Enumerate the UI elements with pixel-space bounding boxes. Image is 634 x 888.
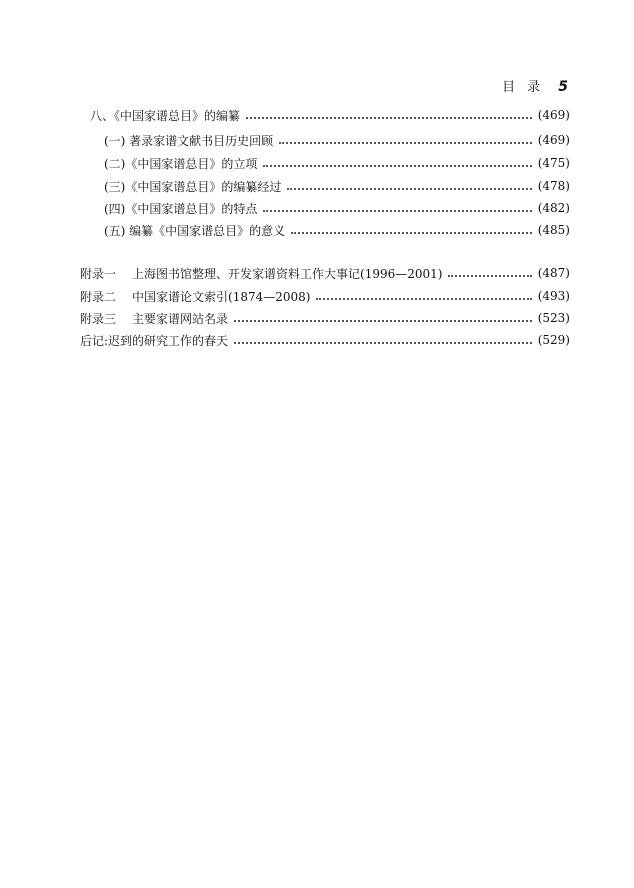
toc-entry-label: (一) 著录家谱文献书目历史回顾 (104, 133, 274, 148)
appendix-prefix: 附录三 (80, 311, 117, 326)
page-header (502, 76, 568, 95)
toc-subentry[interactable] (104, 130, 570, 150)
toc-page-number: (478) (537, 179, 570, 193)
toc-entry-label: 后记:迟到的研究工作的春天 (80, 333, 229, 348)
toc-entry-appendix-2[interactable] (80, 286, 570, 306)
toc-page-number: (493) (537, 289, 570, 303)
toc-page-number: (469) (537, 108, 570, 122)
dot-leader (234, 320, 532, 322)
toc-entry-label: (三)《中国家谱总目》的编纂经过 (104, 179, 282, 194)
toc-page-number: (475) (537, 156, 570, 170)
dot-leader (287, 188, 531, 190)
toc-subentry[interactable] (104, 198, 570, 218)
toc-entry-label: 主要家谱网站名录 (132, 311, 229, 326)
toc-page-number: (482) (537, 201, 570, 215)
dot-leader (279, 142, 532, 144)
toc-subentry[interactable] (104, 176, 570, 196)
toc-entry-appendix-1[interactable] (80, 263, 570, 283)
dot-leader (263, 165, 531, 167)
toc-page-number: (469) (537, 133, 570, 147)
toc-subentry[interactable] (104, 153, 570, 173)
appendix-prefix: 附录一 (80, 266, 117, 281)
toc-entry-label: 上海图书馆整理、开发家谱资料工作大事记(1996—2001) (132, 266, 443, 281)
dot-leader (316, 298, 531, 300)
page-number: 5 (558, 79, 568, 95)
toc-entry-label: (五) 编纂《中国家谱总目》的意义 (104, 223, 286, 238)
header-title: 目录 (502, 80, 553, 95)
toc-entry-label: 中国家谱论文索引(1874—2008) (132, 289, 311, 304)
toc-entry-postscript[interactable] (80, 330, 570, 350)
toc-subentry[interactable] (104, 220, 570, 240)
appendix-prefix: 附录二 (80, 289, 117, 304)
toc-entry-label: (二)《中国家谱总目》的立项 (104, 156, 258, 171)
toc-entry-section-eight[interactable] (90, 105, 570, 125)
toc-page-number: (487) (537, 266, 570, 280)
toc-page-number: (485) (537, 223, 570, 237)
dot-leader (263, 210, 531, 212)
toc-page-number: (523) (537, 311, 570, 325)
dot-leader (448, 275, 531, 277)
toc-entry-label: (四)《中国家谱总目》的特点 (104, 201, 258, 216)
toc-entry-label: 八、《中国家谱总目》的编纂 (90, 108, 241, 123)
dot-leader (234, 342, 532, 344)
dot-leader (246, 117, 532, 119)
toc-page-number: (529) (537, 333, 570, 347)
dot-leader (291, 232, 532, 234)
toc-entry-appendix-3[interactable] (80, 308, 570, 328)
